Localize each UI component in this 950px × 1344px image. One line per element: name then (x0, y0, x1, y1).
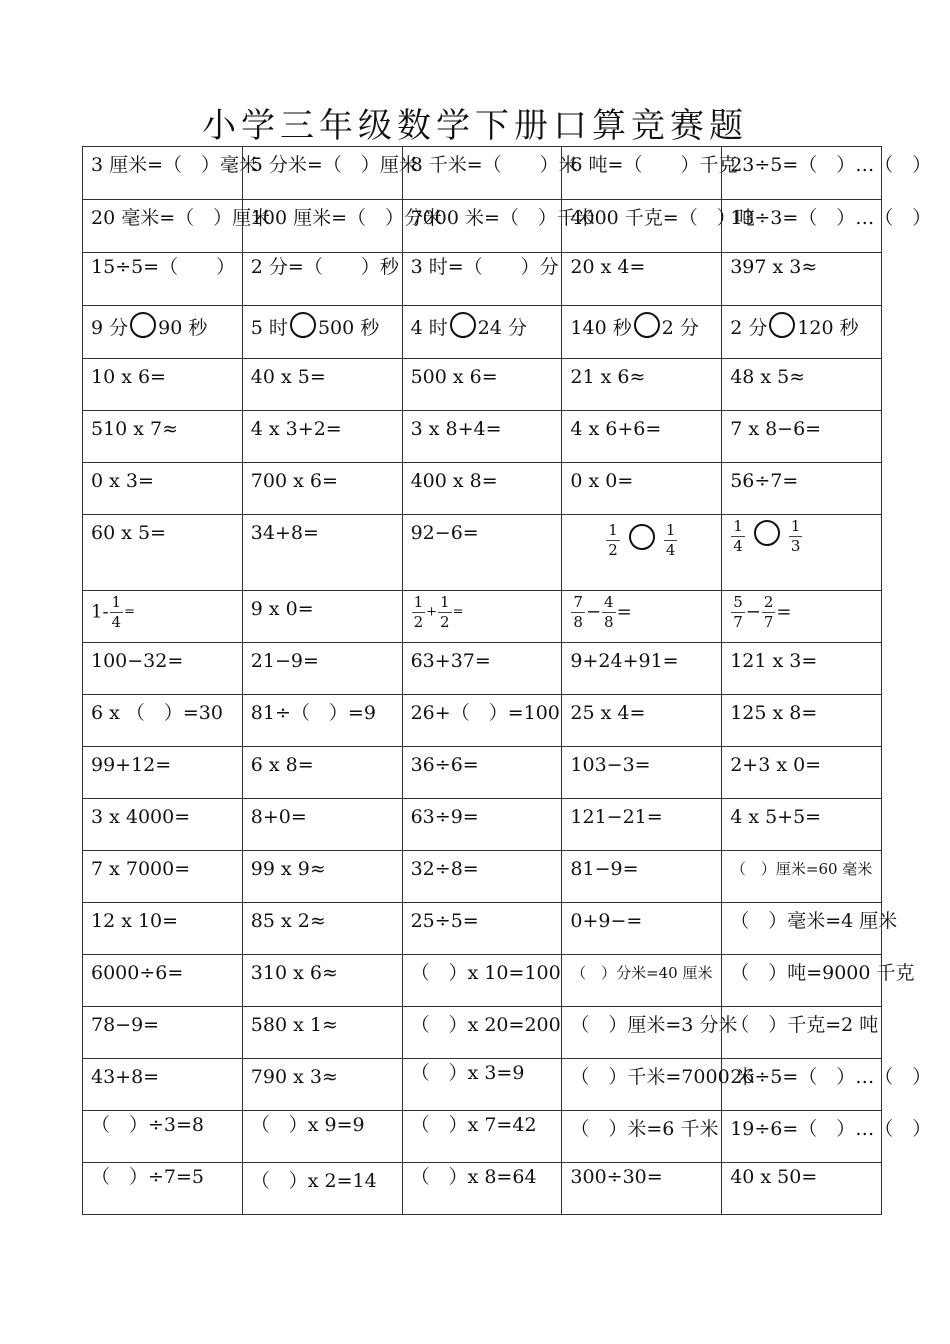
exercise-cell: 5 分米=（ ）厘米 (242, 147, 402, 200)
exercise-cell: 25 x 4= (562, 695, 722, 747)
exercise-cell: 0 x 3= (83, 463, 243, 515)
compare-right: 120 秒 (797, 317, 859, 339)
fraction-cell (562, 591, 722, 643)
denominator: 8 (573, 613, 583, 631)
fraction (438, 593, 452, 632)
table-row (83, 1059, 882, 1111)
exercise-cell: 99+12= (83, 747, 243, 799)
exercise-cell: 6 x （ ）=30 (83, 695, 243, 747)
exercise-table (82, 146, 932, 1215)
numerator: 1 (608, 521, 618, 539)
exercise-cell: 63+37= (402, 643, 562, 695)
exercise-cell: 100 厘米=（ ）分米 (242, 200, 402, 253)
exercise-cell: 397 x 3≈ (722, 253, 882, 306)
compare-left: 5 时 (250, 317, 288, 339)
table-row (83, 643, 882, 695)
exercise-cell: 2 分=（ ）秒 (242, 253, 402, 306)
table-row (83, 799, 882, 851)
exercise-cell: 8 千米=（ ）米 (402, 147, 562, 200)
compare-circle-icon (130, 312, 156, 338)
exercise-cell: 310 x 6≈ (242, 955, 402, 1007)
fraction (731, 593, 745, 632)
exercise-cell: 21−9= (242, 643, 402, 695)
exercise-cell: 2+3 x 0= (722, 747, 882, 799)
exercise-cell: 32÷8= (402, 851, 562, 903)
exercise-cell: 0+9−= (562, 903, 722, 955)
compare-right: 24 分 (477, 317, 527, 339)
fraction (789, 517, 803, 556)
exercise-cell: 36÷6= (402, 747, 562, 799)
numerator: 5 (733, 593, 743, 611)
exercise-cell: 12 x 10= (83, 903, 243, 955)
exercise-cell: 9+24+91= (562, 643, 722, 695)
compare-circle-icon (450, 312, 476, 338)
exercise-cell: 3 x 8+4= (402, 411, 562, 463)
exercise-cell: 7 x 8−6= (722, 411, 882, 463)
compare-cell (722, 306, 882, 359)
table-row (83, 903, 882, 955)
exercise-cell: 3 时=（ ）分 (402, 253, 562, 306)
exercise-cell: 4 x 6+6= (562, 411, 722, 463)
denominator: 4 (733, 537, 743, 555)
exercise-cell: （ ）x 8=64 (402, 1163, 562, 1215)
compare-right: 500 秒 (317, 317, 380, 339)
exercise-cell: （ ）千米=7000 米 (562, 1059, 722, 1111)
table-row (83, 851, 882, 903)
fraction (602, 593, 616, 632)
exercise-cell: 6 吨=（ ）千克 (562, 147, 722, 200)
table-row (83, 411, 882, 463)
denominator: 2 (413, 613, 424, 631)
table-row (83, 147, 882, 200)
exercise-cell: 6 x 8= (242, 747, 402, 799)
exercise-cell: 10 x 6= (83, 359, 243, 411)
exercise-cell: 7000 米=（ ）千米 (402, 200, 562, 253)
table-row (83, 463, 882, 515)
exercise-cell: 7 x 7000= (83, 851, 243, 903)
numerator: 7 (573, 593, 583, 611)
exercise-cell: （ ）千克=2 吨 (722, 1007, 882, 1059)
exercise-cell: 100−32= (83, 643, 243, 695)
compare-left: 9 分 (91, 317, 129, 339)
equals-sign: = (124, 604, 135, 620)
compare-circle-icon (290, 312, 316, 338)
numerator: 4 (604, 593, 614, 611)
exercise-cell: （ ）厘米=60 毫米 (722, 851, 882, 903)
numerator: 2 (763, 593, 774, 611)
exercise-cell: 40 x 50= (722, 1163, 882, 1215)
exercise-cell: 26+（ ）=100 (402, 695, 562, 747)
exercise-cell: 103−3= (562, 747, 722, 799)
exercise-cell: 0 x 0= (562, 463, 722, 515)
exercise-cell: 25÷5= (402, 903, 562, 955)
denominator: 7 (733, 613, 743, 631)
exercise-cell: （ ）x 7=42 (402, 1111, 562, 1163)
operator: 1- (91, 601, 109, 623)
denominator: 4 (665, 541, 676, 559)
exercise-cell: 56÷7= (722, 463, 882, 515)
exercise-cell: 3 厘米=（ ）毫米 (83, 147, 243, 200)
denominator: 8 (604, 613, 614, 631)
exercise-cell: 19÷6=（ ）…（ ） (722, 1111, 882, 1163)
operator: − (745, 601, 761, 623)
exercise-cell: 20 x 4= (562, 253, 722, 306)
exercise-cell: （ ）毫米=4 厘米 (722, 903, 882, 955)
exercise-cell: （ ）x 2=14 (242, 1163, 402, 1215)
exercise-cell: 790 x 3≈ (242, 1059, 402, 1111)
denominator: 7 (763, 613, 774, 631)
exercise-cell: 26÷5=（ ）…（ ） (722, 1059, 882, 1111)
exercise-cell: （ ）x 10=100 (402, 955, 562, 1007)
fraction-compare-cell (722, 515, 882, 591)
exercise-cell: 81÷（ ）=9 (242, 695, 402, 747)
compare-circle-icon (754, 520, 780, 546)
table-row (83, 1163, 882, 1215)
compare-right: 90 秒 (158, 317, 208, 339)
fraction (110, 593, 124, 632)
exercise-cell: 9 x 0= (242, 591, 402, 643)
exercise-cell: 81−9= (562, 851, 722, 903)
fraction (664, 521, 678, 560)
fraction-cell (83, 591, 243, 643)
compare-cell (562, 306, 722, 359)
denominator: 3 (790, 537, 801, 555)
table-row (83, 695, 882, 747)
exercise-cell: 300÷30= (562, 1163, 722, 1215)
exercise-cell: 580 x 1≈ (242, 1007, 402, 1059)
exercise-cell: 125 x 8= (722, 695, 882, 747)
compare-circle-icon (634, 312, 660, 338)
exercise-cell: （ ）÷7=5 (83, 1163, 243, 1215)
numerator: 1 (413, 593, 424, 611)
fraction-cell (722, 591, 882, 643)
denominator: 2 (608, 541, 618, 559)
exercise-cell: 78−9= (83, 1007, 243, 1059)
exercise-cell: 4 x 3+2= (242, 411, 402, 463)
exercise-cell: 85 x 2≈ (242, 903, 402, 955)
exercise-cell: 20 毫米=（ ）厘米 (83, 200, 243, 253)
operator: + (426, 604, 438, 620)
exercise-cell: 8+0= (242, 799, 402, 851)
exercise-cell: 3 x 4000= (83, 799, 243, 851)
exercise-cell: 34+8= (242, 515, 402, 591)
compare-circle-icon (629, 524, 655, 550)
equals-sign: = (776, 601, 792, 623)
exercise-cell: 23÷5=（ ）…（ ） (722, 147, 882, 200)
table-row (83, 359, 882, 411)
compare-cell (402, 306, 562, 359)
table-row (83, 1111, 882, 1163)
compare-right: 2 分 (661, 317, 699, 339)
exercise-cell: （ ）÷3=8 (83, 1111, 243, 1163)
page-title: 小学三年级数学下册口算竞赛题 (202, 106, 748, 146)
fraction-cell (402, 591, 562, 643)
exercise-cell: 92−6= (402, 515, 562, 591)
exercise-cell: 510 x 7≈ (83, 411, 243, 463)
table-row (83, 591, 882, 643)
numerator: 1 (790, 517, 801, 535)
numerator: 1 (733, 517, 743, 535)
exercise-cell: 121−21= (562, 799, 722, 851)
exercise-cell: 4 x 5+5= (722, 799, 882, 851)
exercise-cell: 43+8= (83, 1059, 243, 1111)
equals-sign: = (452, 604, 464, 620)
table-row (83, 306, 882, 359)
equals-sign: = (616, 601, 632, 623)
table-row (83, 747, 882, 799)
table-row (83, 200, 882, 253)
table-row (83, 253, 882, 306)
compare-left: 4 时 (410, 317, 448, 339)
exercise-cell: 48 x 5≈ (722, 359, 882, 411)
fraction (606, 521, 620, 560)
fraction (762, 593, 776, 632)
exercise-cell: （ ）米=6 千米 (562, 1111, 722, 1163)
exercise-cell: （ ）厘米=3 分米 (562, 1007, 722, 1059)
fraction (571, 593, 585, 632)
exercise-cell: 6000÷6= (83, 955, 243, 1007)
exercise-cell: 121 x 3= (722, 643, 882, 695)
compare-cell (242, 306, 402, 359)
compare-left: 140 秒 (570, 317, 632, 339)
fraction-compare-cell (562, 515, 722, 591)
exercise-cell: 99 x 9≈ (242, 851, 402, 903)
denominator: 4 (111, 613, 122, 631)
compare-left: 2 分 (730, 317, 768, 339)
exercise-cell: 4000 千克=（ ）吨 (562, 200, 722, 253)
exercise-cell: （ ）x 20=200 (402, 1007, 562, 1059)
exercise-cell: 15÷5=（ ） (83, 253, 243, 306)
compare-circle-icon (769, 312, 795, 338)
table-row (83, 1007, 882, 1059)
denominator: 2 (440, 613, 450, 631)
table-row (83, 515, 882, 591)
exercise-cell: （ ）吨=9000 千克 (722, 955, 882, 1007)
exercise-cell: 400 x 8= (402, 463, 562, 515)
fraction (412, 593, 426, 632)
fraction (731, 517, 745, 556)
exercise-cell: 63÷9= (402, 799, 562, 851)
exercise-cell: 40 x 5= (242, 359, 402, 411)
exercise-cell: 13÷3=（ ）…（ ） (722, 200, 882, 253)
numerator: 1 (111, 593, 122, 611)
numerator: 1 (440, 593, 450, 611)
exercise-cell: （ ）分米=40 厘米 (562, 955, 722, 1007)
exercise-cell: 21 x 6≈ (562, 359, 722, 411)
exercise-cell: （ ）x 3=9 (402, 1059, 562, 1111)
exercise-cell: 60 x 5= (83, 515, 243, 591)
numerator: 1 (665, 521, 676, 539)
operator: − (585, 601, 602, 623)
exercise-cell: 700 x 6= (242, 463, 402, 515)
exercise-cell: （ ）x 9=9 (242, 1111, 402, 1163)
table-row (83, 955, 882, 1007)
compare-cell (83, 306, 243, 359)
exercise-cell: 500 x 6= (402, 359, 562, 411)
